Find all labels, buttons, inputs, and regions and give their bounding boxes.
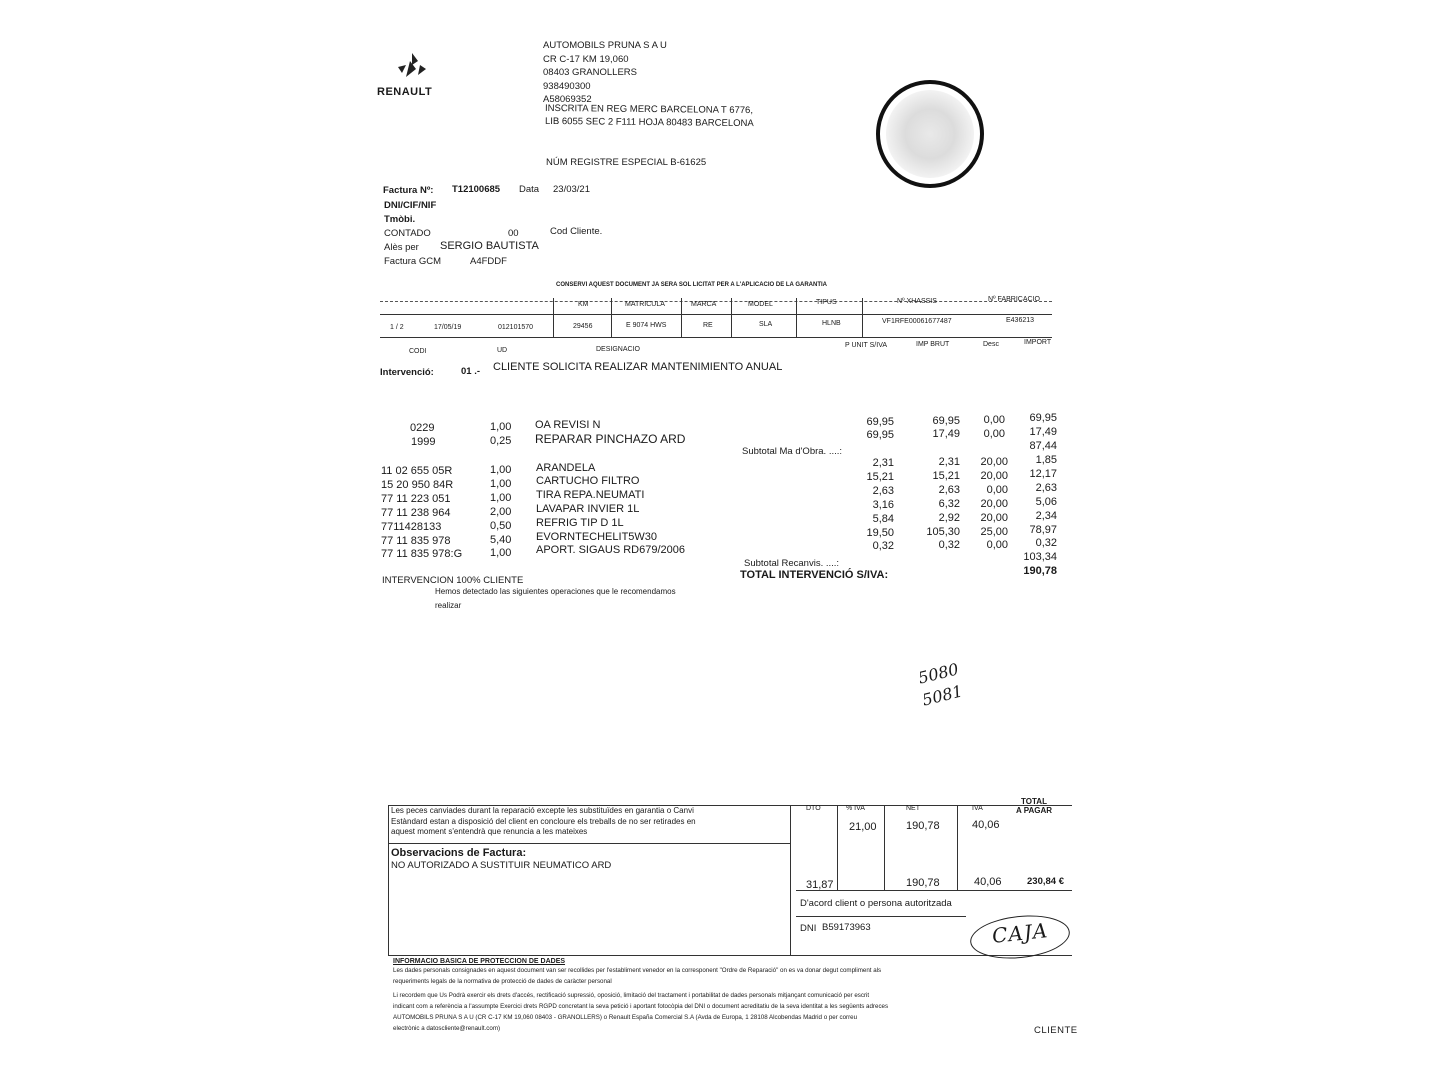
labour-subtotal-label: Subtotal Ma d'Obra. ....:: [742, 446, 843, 457]
client-note: INTERVENCION 100% CLIENTE: [382, 575, 524, 586]
brand-name: RENAULT: [377, 86, 433, 98]
part-unit: 0,32: [872, 540, 894, 552]
part-amount: 78,97: [1029, 524, 1057, 536]
labour-gross: 17,49: [932, 428, 960, 440]
part-unit: 19,50: [866, 527, 894, 539]
dni-footer-label: DNI: [800, 923, 817, 934]
vehicle-header-plate: MATRICULA: [625, 301, 665, 308]
part-qty: 2,00: [490, 506, 512, 518]
total-intervention-label: TOTAL INTERVENCIÓ S/IVA:: [740, 569, 889, 581]
part-unit: 2,31: [872, 457, 894, 469]
labour-amount: 69,95: [1029, 412, 1057, 424]
column-header-qty: UD: [497, 347, 508, 354]
part-gross: 0,32: [938, 539, 960, 551]
gdpr-line: Les dades personals consignades en aquest document van ser recollides per l'establiment venedor en la corresponent "Ordre de Reparació" on es va donar degut compliment als: [393, 967, 882, 974]
gdpr-line: requeriments legals de la normativa de protecció de dades de caràcter personal: [393, 978, 612, 985]
part-code: 11 02 655 05R: [381, 465, 453, 477]
part-qty: 1,00: [490, 547, 512, 559]
vat-percentage: 21,00: [849, 821, 877, 833]
company-line: CR C-17 KM 19,060: [543, 54, 629, 65]
labour-amount: 17,49: [1029, 426, 1057, 438]
parts-subtotal-label: Subtotal Recanvis. ....:: [744, 558, 840, 569]
handwritten-number: 5080: [916, 659, 961, 688]
part-qty: 1,00: [490, 464, 512, 476]
part-amount: 0,32: [1035, 537, 1057, 549]
signature: CAJA: [990, 918, 1050, 948]
company-line: INSCRITA EN REG MERC BARCELONA T 6776,: [544, 102, 754, 117]
handwritten-number: 5081: [920, 681, 965, 710]
part-amount: 1,85: [1035, 454, 1057, 466]
part-unit: 2,63: [872, 485, 894, 497]
labour-gross: 69,95: [932, 415, 960, 427]
part-code: 15 20 950 84R: [381, 479, 454, 491]
agreement-label: D'acord client o persona autoritzada: [800, 898, 952, 909]
invoice-number: T12100685: [452, 184, 501, 195]
vehicle-value: E436213: [1006, 317, 1035, 324]
part-amount: 2,63: [1035, 482, 1057, 494]
gdpr-line: electrònic a datoscliente@renault.com): [393, 1025, 501, 1032]
totals-header-net: NET: [906, 805, 920, 812]
totals-header-vat-pct: % IVA: [846, 805, 865, 812]
alias-label: Alès per: [384, 242, 419, 253]
recommendation-line: realizar: [435, 601, 462, 610]
company-line: 08403 GRANOLLERS: [543, 67, 637, 78]
part-desc: REFRIG TIP D 1L: [536, 517, 624, 529]
vehicle-table-sep: [681, 298, 682, 338]
part-amount: 5,06: [1035, 496, 1057, 508]
labour-unit: 69,95: [866, 416, 894, 428]
conditions-line: Les peces canviades durant la reparació excepte les substituïdes en garantia o Canvi: [391, 806, 694, 815]
labour-discount: 0,00: [983, 414, 1005, 426]
part-desc: ARANDELA: [536, 462, 596, 474]
labour-unit: 69,95: [866, 429, 894, 441]
vat-amount: 40,06: [972, 819, 1000, 831]
part-amount: 12,17: [1029, 468, 1057, 480]
vehicle-value: 1 / 2: [390, 324, 404, 331]
part-desc: LAVAPAR INVIER 1L: [536, 503, 640, 515]
warranty-note: CONSERVI AQUEST DOCUMENT JA SERA SOL LICITAT PER A L'APLICACIO DE LA GARANTIA: [556, 282, 827, 288]
intervention-label: Intervenció:: [380, 367, 434, 378]
footer-box-left: [388, 805, 389, 955]
recommendation-line: Hemos detectado las siguientes operaciones que le recomendamos: [435, 587, 676, 596]
part-discount: 0,00: [986, 539, 1008, 551]
vehicle-header-brand: MARCA: [691, 301, 717, 308]
part-code: 77 11 238 964: [381, 507, 451, 519]
footer-box-line: [388, 843, 790, 844]
column-header-amount: IMPORT: [1024, 339, 1052, 346]
vat-total: 40,06: [974, 876, 1002, 888]
contado-label: CONTADO: [384, 228, 431, 239]
footer-box-bottom: [388, 955, 1072, 956]
part-gross: 2,31: [938, 456, 960, 468]
footer-box-divider: [884, 805, 885, 890]
vehicle-value: VF1RFE00061677487: [882, 318, 952, 325]
dni-footer-value: B59173963: [822, 922, 871, 933]
part-discount: 20,00: [980, 512, 1008, 524]
part-gross: 15,21: [932, 470, 960, 482]
vehicle-header-model: MODEL: [748, 301, 773, 308]
part-unit: 15,21: [866, 471, 894, 483]
labour-qty: 1,00: [490, 421, 512, 433]
client-code-label: Cod Cliente.: [550, 226, 603, 237]
alias-name: SERGIO BAUTISTA: [440, 240, 539, 252]
observations-text: NO AUTORIZADO A SUSTITUIR NEUMATICO ARD: [391, 860, 612, 871]
part-amount: 2,34: [1035, 510, 1057, 522]
total-intervention-value: 190,78: [1023, 565, 1057, 577]
part-unit: 3,16: [872, 499, 894, 511]
part-code: 77 11 835 978:G: [381, 548, 463, 560]
part-desc: APORT. SIGAUS RD679/2006: [536, 544, 685, 556]
part-qty: 1,00: [490, 478, 512, 490]
vehicle-table-sep: [611, 298, 612, 338]
part-qty: 5,40: [490, 534, 512, 546]
vehicle-table-sep: [862, 298, 863, 338]
part-gross: 2,63: [938, 484, 960, 496]
column-header-code: CODI: [409, 348, 427, 355]
part-gross: 105,30: [926, 526, 960, 538]
gdpr-line: Li recordem que Us Podrà exercir els drets d'accés, rectificació supressió, oposició, limitació del tractament i portabilitat de dades personals mitjançant comunicació per escrit: [393, 992, 870, 999]
parts-subtotal-value: 103,34: [1023, 551, 1057, 563]
part-code: 77 11 223 051: [381, 493, 451, 505]
part-discount: 20,00: [980, 498, 1008, 510]
conditions-line: aquest moment s'entendrà que renuncia a les mateixes: [391, 827, 588, 836]
labour-discount: 0,00: [983, 428, 1005, 440]
company-line: A58069352: [543, 94, 592, 105]
labour-code: 0229: [410, 422, 435, 434]
vehicle-header-chassis: Nº XHASSIS: [897, 298, 937, 305]
column-header-description: DESIGNACIO: [596, 346, 640, 353]
vehicle-value: SLA: [759, 321, 773, 328]
vehicle-table-line: [380, 314, 1052, 315]
gdpr-line: indicant com a referència a l'assumpte Exercici drets RGPD concretant la seva petició i aportant fotocòpia del DNI o document acreditatiu de la seva identitat a les següents adreces: [393, 1003, 889, 1010]
footer-box-divider: [837, 805, 838, 890]
grand-total: 230,84 €: [1027, 876, 1064, 887]
vehicle-table-sep: [553, 298, 554, 338]
footer-box-divider: [957, 805, 958, 890]
observations-label: Observacions de Factura:: [391, 847, 527, 859]
vehicle-value: RE: [703, 322, 713, 329]
column-header-discount: Desc: [983, 341, 999, 348]
discount-total: 31,87: [806, 879, 834, 891]
part-desc: EVORNTECHELIT5W30: [536, 531, 658, 543]
column-header-unit-price: P UNIT S/IVA: [845, 342, 888, 349]
vehicle-header-km: KM: [578, 301, 589, 308]
vehicle-value: 29456: [573, 323, 593, 330]
gcm-label: Factura GCM: [384, 256, 442, 267]
labour-desc: OA REVISI N: [535, 419, 601, 431]
gcm-value: A4FDDF: [470, 256, 507, 267]
net-total: 190,78: [906, 877, 940, 889]
stamp-fill: [886, 90, 974, 178]
part-unit: 5,84: [872, 513, 894, 525]
footer-box-line: [796, 890, 1072, 891]
special-register: NÚM REGISTRE ESPECIAL B-61625: [546, 157, 707, 168]
company-line: 938490300: [543, 81, 591, 92]
contado-value: 00: [508, 228, 519, 239]
vehicle-table-line: [380, 337, 1052, 338]
part-gross: 2,92: [938, 512, 960, 524]
part-code: 7711428133: [381, 521, 442, 533]
vehicle-value: 012101570: [498, 324, 534, 331]
part-qty: 0,50: [490, 520, 512, 532]
totals-header-dto: DTO: [806, 805, 821, 812]
vehicle-value: E 9074 HWS: [626, 322, 667, 329]
labour-code: 1999: [411, 436, 436, 448]
mobile-label: Tmòbi.: [384, 214, 416, 225]
dni-label: DNI/CIF/NIF: [384, 200, 437, 211]
invoice-number-label: Factura Nº:: [383, 185, 434, 196]
labour-desc: REPARAR PINCHAZO ARD: [535, 432, 686, 446]
invoice-date-label: Data: [519, 184, 540, 195]
part-discount: 20,00: [980, 470, 1008, 482]
part-desc: CARTUCHO FILTRO: [536, 475, 640, 487]
footer-box-divider: [790, 805, 791, 955]
copy-label: CLIENTE: [1034, 1025, 1078, 1036]
company-line: AUTOMOBILS PRUNA S A U: [543, 40, 667, 51]
net-amount: 190,78: [906, 820, 940, 832]
conditions-line: Estàndard estan a disposició del client en concloure els treballs de no ser retirades en: [391, 817, 696, 826]
part-qty: 1,00: [490, 492, 512, 504]
column-header-gross: IMP BRUT: [916, 341, 950, 348]
labour-subtotal-value: 87,44: [1029, 440, 1057, 452]
gdpr-line: AUTOMOBILS PRUNA S A U (CR C-17 KM 19,060 08403 - GRANOLLERS) o Renault España Comercial S.A (Avda de Europa, 1 28108 Alcobendas Madrid o per correu: [393, 1014, 858, 1021]
vehicle-value: HLNB: [822, 320, 841, 327]
gdpr-title: INFORMACIO BASICA DE PROTECCION DE DADES: [393, 958, 566, 965]
part-gross: 6,32: [938, 498, 960, 510]
labour-qty: 0,25: [490, 435, 512, 447]
intervention-text: CLIENTE SOLICITA REALIZAR MANTENIMIENTO ANUAL: [493, 361, 783, 373]
vehicle-table-sep: [731, 298, 732, 338]
footer-box-line: [796, 916, 966, 917]
part-code: 77 11 835 978: [381, 535, 451, 547]
part-desc: TIRA REPA.NEUMATI: [536, 489, 645, 501]
invoice-date: 23/03/21: [553, 184, 590, 195]
vehicle-value: 17/05/19: [434, 324, 462, 331]
part-discount: 25,00: [980, 526, 1008, 538]
intervention-number: 01 .-: [461, 366, 481, 377]
totals-header-vat: IVA: [972, 805, 983, 812]
company-line: LIB 6055 SEC 2 F111 HOJA 80483 BARCELONA: [544, 115, 754, 130]
part-discount: 20,00: [980, 456, 1008, 468]
vehicle-header-type: TIPUS: [816, 299, 837, 306]
part-discount: 0,00: [986, 484, 1008, 496]
renault-logo: [392, 47, 432, 83]
totals-header-total: TOTAL A PAGAR: [1016, 797, 1052, 815]
vehicle-header-manufacture: Nº FABRICACIO: [988, 296, 1040, 303]
vehicle-table-sep: [796, 298, 797, 338]
